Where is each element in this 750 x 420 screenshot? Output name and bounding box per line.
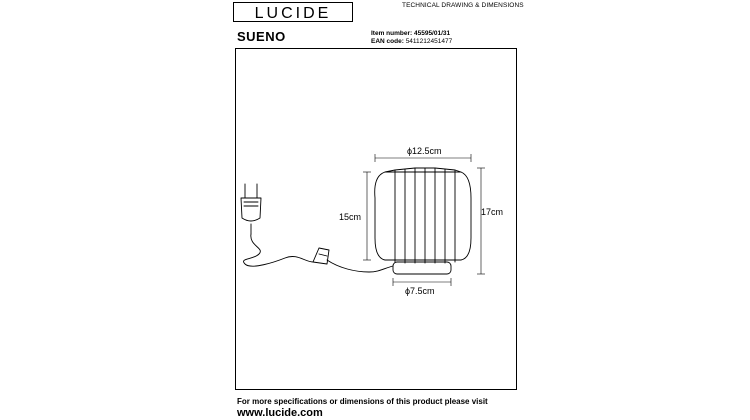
ean-label: EAN code:	[371, 38, 404, 45]
product-name: SUENO	[237, 29, 286, 44]
ean-value: 5411212451477	[405, 38, 453, 45]
lamp-base	[393, 262, 451, 274]
item-number-row	[371, 30, 452, 38]
lucide-logo	[233, 0, 353, 24]
total-height-label: 17cm	[481, 207, 504, 217]
footer-specifications-note: For more specifications or dimensions of this product please visit	[237, 397, 488, 406]
item-info	[371, 30, 452, 46]
top-diameter-label: ϕ12.5cm	[407, 146, 442, 156]
power-cable	[244, 234, 313, 266]
item-number-value: 45595/01/31	[413, 30, 451, 37]
logo-text: LUCIDE	[254, 5, 332, 22]
base-diameter-label: ϕ7.5cm	[405, 286, 435, 296]
footer-website-link[interactable]: www.lucide.com	[237, 407, 323, 419]
lamp-shade	[375, 168, 471, 263]
shade-height-label: 15cm	[339, 212, 362, 222]
document-type-note: TECHNICAL DRAWING & DIMENSIONS	[402, 2, 524, 9]
technical-drawing	[235, 48, 517, 390]
plug-icon	[241, 184, 261, 234]
item-number-label: Item number:	[371, 30, 413, 37]
ean-row	[371, 38, 452, 46]
